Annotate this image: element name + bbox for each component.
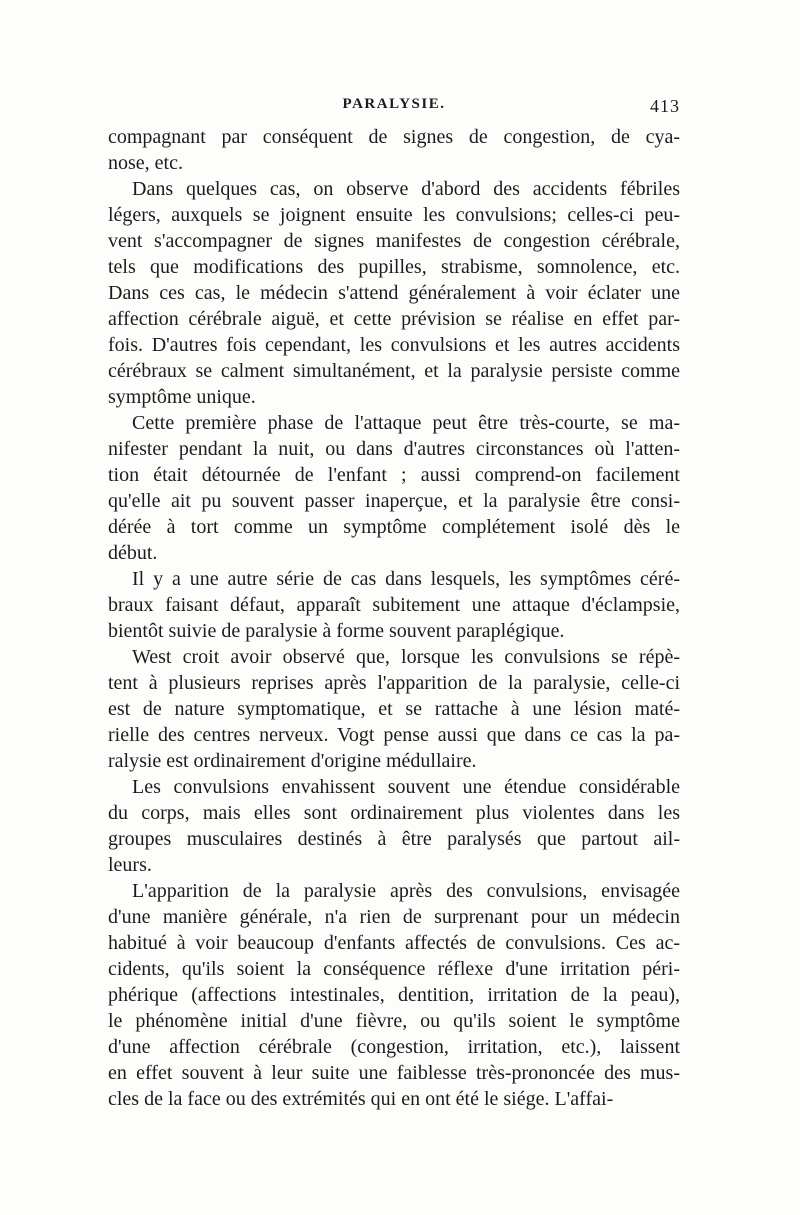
text-line: Dans quelques cas, on observe d'abord des accidents fébriles — [132, 178, 680, 200]
text-line: début. — [108, 542, 158, 564]
text-line: cidents, qu'ils soient la conséquence réflexe d'une irritation péri- — [108, 958, 680, 980]
text-line: vent s'accompagner de signes manifestes de congestion cérébrale, — [108, 230, 680, 252]
text-line: d'une affection cérébrale (congestion, irritation, etc.), laissent — [108, 1036, 680, 1058]
paragraph — [108, 878, 680, 1112]
text-line: West croit avoir observé que, lorsque les convulsions se répè- — [132, 646, 680, 668]
text-line: rielle des centres nerveux. Vogt pense aussi que dans ce cas la pa- — [108, 724, 680, 746]
text-line: leurs. — [108, 854, 152, 876]
text-line: tels que modifications des pupilles, strabisme, somnolence, etc. — [108, 256, 680, 278]
text-line: Cette première phase de l'attaque peut être très-courte, se ma- — [132, 412, 680, 434]
text-line: L'apparition de la paralysie après des convulsions, envisagée — [132, 880, 680, 902]
text-line: du corps, mais elles sont ordinairement plus violentes dans les — [108, 802, 680, 824]
text-line: nifester pendant la nuit, ou dans d'autres circonstances où l'atten- — [108, 438, 680, 460]
text-line: Dans ces cas, le médecin s'attend généralement à voir éclater une — [108, 282, 680, 304]
paragraph — [108, 410, 680, 566]
text-line: habitué à voir beaucoup d'enfants affectés de convulsions. Ces ac- — [108, 932, 680, 954]
paragraph — [108, 124, 680, 176]
text-line: le phénomène initial d'une fièvre, ou qu'ils soient le symptôme — [108, 1010, 680, 1032]
paragraph — [108, 774, 680, 878]
text-line: qu'elle ait pu souvent passer inaperçue, et la paralysie être consi- — [108, 490, 680, 512]
text-line: légers, auxquels se joignent ensuite les convulsions; celles-ci peu- — [108, 204, 680, 226]
text-line: affection cérébrale aiguë, et cette prévision se réalise en effet par- — [108, 308, 680, 330]
text-line: bientôt suivie de paralysie à forme souvent paraplégique. — [108, 620, 565, 642]
text-line: est de nature symptomatique, et se rattache à une lésion maté- — [108, 698, 680, 720]
text-line: tion était détournée de l'enfant ; aussi comprend-on facilement — [108, 464, 680, 486]
running-title: PARALYSIE. — [342, 96, 446, 112]
paragraph — [108, 644, 680, 774]
text-line: compagnant par conséquent de signes de congestion, de cya- — [108, 126, 680, 148]
text-line: phérique (affections intestinales, dentition, irritation de la peau), — [108, 984, 680, 1006]
body-text — [108, 124, 680, 1112]
text-line: fois. D'autres fois cependant, les convulsions et les autres accidents — [108, 334, 680, 356]
paragraph — [108, 566, 680, 644]
text-line: groupes musculaires destinés à être paralysés que partout ail- — [108, 828, 680, 850]
paragraph — [108, 176, 680, 410]
page-number: 413 — [650, 96, 680, 116]
text-line: ralysie est ordinairement d'origine médullaire. — [108, 750, 477, 772]
text-line: Il y a une autre série de cas dans lesquels, les symptômes céré- — [132, 568, 680, 590]
text-line: cles de la face ou des extrémités qui en ont été le siége. L'affai- — [108, 1088, 614, 1110]
text-line: braux faisant défaut, apparaît subitement une attaque d'éclampsie, — [108, 594, 680, 616]
running-head — [108, 96, 680, 122]
text-line: nose, etc. — [108, 152, 183, 174]
text-line: dérée à tort comme un symptôme complétement isolé dès le — [108, 516, 680, 538]
text-line: symptôme unique. — [108, 386, 256, 408]
text-line: d'une manière générale, n'a rien de surprenant pour un médecin — [108, 906, 680, 928]
text-line: tent à plusieurs reprises après l'apparition de la paralysie, celle-ci — [108, 672, 680, 694]
text-line: cérébraux se calment simultanément, et la paralysie persiste comme — [108, 360, 680, 382]
text-line: Les convulsions envahissent souvent une étendue considérable — [132, 776, 680, 798]
text-line: en effet souvent à leur suite une faiblesse très-prononcée des mus- — [108, 1062, 680, 1084]
